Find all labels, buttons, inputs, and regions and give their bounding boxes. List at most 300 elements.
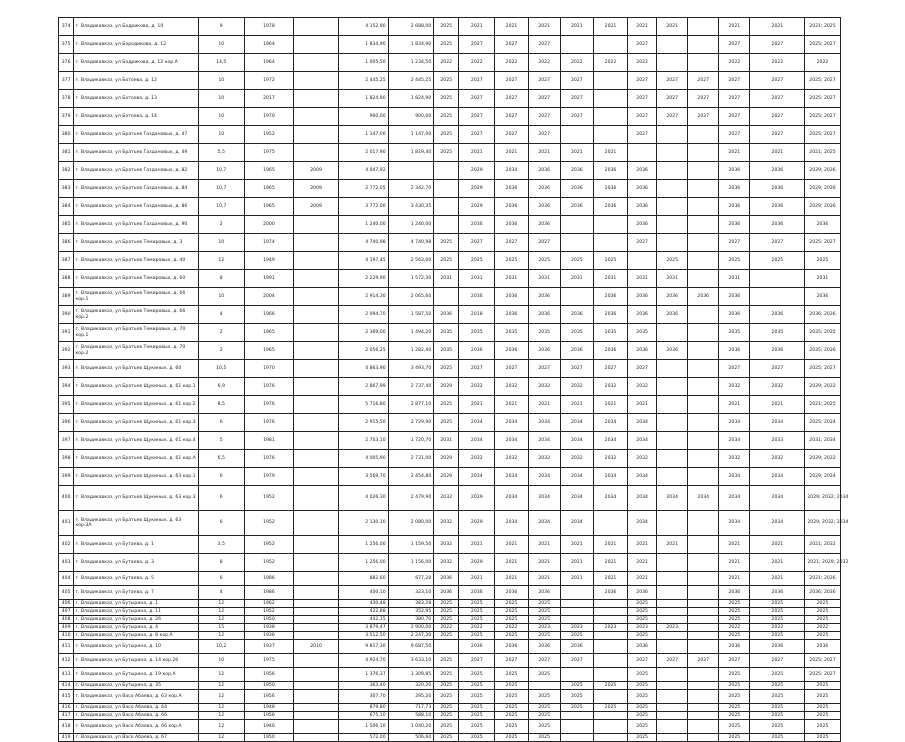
cell-year_recon — [294, 536, 339, 554]
cell-year_built: 1950 — [244, 616, 294, 624]
cell-address: г. Владикавказ, ул Братьев Газдановых, д. 86 — [73, 198, 198, 216]
cell-y5: 2027 — [560, 72, 593, 90]
cell-y11: 2033 — [750, 432, 805, 450]
cell-y10: 2021 — [719, 396, 750, 414]
cell-y3: 2032 — [495, 450, 528, 468]
cell-area_total: 3 879,47 — [338, 624, 388, 632]
cell-y1: 2025 — [434, 616, 459, 624]
cell-year_recon — [294, 342, 339, 360]
cell-no: 400 — [59, 486, 74, 511]
cell-area_living: 1 282,40 — [388, 342, 434, 360]
cell-area_total: 882,60 — [338, 572, 388, 586]
table-row — [59, 704, 876, 712]
cell-y3: 2034 — [495, 414, 528, 432]
cell-year_built: 1986 — [244, 586, 294, 600]
cell-y5: 2021 — [560, 18, 593, 36]
cell-y1: 2036 — [434, 572, 459, 586]
table-row — [59, 586, 876, 600]
cell-y8 — [657, 720, 688, 734]
cell-year_recon: 2009 — [294, 162, 339, 180]
cell-year_built: 1952 — [244, 126, 294, 144]
table-row — [59, 36, 876, 54]
cell-area_total: 1 824,90 — [338, 90, 388, 108]
cell-y8 — [657, 734, 688, 742]
cell-y2: 2036 — [459, 216, 495, 234]
cell-area_living: 1 494,20 — [388, 324, 434, 342]
cell-address: г. Владикавказ, ул Братьев Щукиных, д. 60 — [73, 360, 198, 378]
cell-y11: 2027 — [750, 360, 805, 378]
cell-y10: 2032 — [719, 378, 750, 396]
cell-area_living — [388, 162, 434, 180]
cell-y9 — [688, 468, 719, 486]
table-row — [59, 414, 876, 432]
cell-y4: 2036 — [528, 180, 560, 198]
cell-y9 — [688, 162, 719, 180]
cell-y11: 2025 — [750, 616, 805, 624]
cell-y2: 2025 — [459, 712, 495, 720]
cell-year_built: 1965 — [244, 180, 294, 198]
cell-no: 377 — [59, 72, 74, 90]
cell-year_built: 1981 — [244, 432, 294, 450]
cell-no: 418 — [59, 720, 74, 734]
cell-year_built: 1975 — [244, 654, 294, 668]
cell-y6: 2036 — [593, 162, 627, 180]
cell-year_recon: 2009 — [294, 180, 339, 198]
cell-address: г. Владикавказ, ул Братьев Газдановых, д. 49 — [73, 144, 198, 162]
cell-y8: 2027 — [657, 654, 688, 668]
cell-y11: 2021 — [750, 554, 805, 572]
cell-y9 — [688, 36, 719, 54]
cell-y8: 2021 — [657, 536, 688, 554]
cell-y2: 2025 — [459, 690, 495, 704]
cell-y7: 2034 — [628, 432, 657, 450]
cell-y12: 2025 — [805, 704, 840, 712]
table-row — [59, 600, 876, 608]
cell-y9: 2027 — [688, 108, 719, 126]
cell-y11: 2036 — [750, 216, 805, 234]
table-row — [59, 198, 876, 216]
cell-y10: 2036 — [719, 216, 750, 234]
cell-area_total: 4 740,98 — [338, 234, 388, 252]
cell-y4: 2036 — [528, 640, 560, 654]
cell-y5 — [560, 216, 593, 234]
cell-y12: 2035; 2036 — [805, 342, 840, 360]
cell-y9 — [688, 54, 719, 72]
cell-y7: 2021 — [628, 572, 657, 586]
cell-area_living: 2 688,00 — [388, 18, 434, 36]
table-row — [59, 342, 876, 360]
cell-area_living: 4 740,98 — [388, 234, 434, 252]
cell-y7: 2034 — [628, 414, 657, 432]
cell-area_total: 2 772,05 — [338, 180, 388, 198]
cell-y1: 2025 — [434, 252, 459, 270]
cell-y10: 2021 — [719, 18, 750, 36]
cell-no: 387 — [59, 252, 74, 270]
cell-no: 394 — [59, 378, 74, 396]
cell-year_recon — [294, 126, 339, 144]
cell-y4: 2036 — [528, 586, 560, 600]
cell-y5: 2032 — [560, 450, 593, 468]
cell-area_total: 430,48 — [338, 600, 388, 608]
cell-y9 — [688, 632, 719, 640]
cell-y4: 2025 — [528, 704, 560, 712]
cell-y6: 2034 — [593, 468, 627, 486]
cell-y3: 2036 — [495, 198, 528, 216]
table-row — [59, 632, 876, 640]
table-row — [59, 216, 876, 234]
cell-area_living: 1 819,40 — [388, 144, 434, 162]
cell-y1: 2025 — [434, 144, 459, 162]
cell-address: г. Владикавказ, ул Бутырина, д. 14 кор.2б — [73, 654, 198, 668]
cell-year_recon — [294, 600, 339, 608]
table-row — [59, 18, 876, 36]
cell-y11: 2036 — [750, 586, 805, 600]
cell-y7: 2021 — [628, 554, 657, 572]
cell-y8: 2034 — [657, 486, 688, 511]
cell-y5 — [560, 616, 593, 624]
cell-y8 — [657, 396, 688, 414]
cell-floors: 14,5 — [198, 54, 244, 72]
cell-year_recon — [294, 378, 339, 396]
cell-y3: 2025 — [495, 668, 528, 682]
cell-y9 — [688, 252, 719, 270]
cell-y1: 2025 — [434, 36, 459, 54]
cell-y3: 2025 — [495, 616, 528, 624]
cell-y10: 2027 — [719, 654, 750, 668]
cell-y11: 2025 — [750, 704, 805, 712]
cell-year_recon — [294, 720, 339, 734]
cell-no: 401 — [59, 511, 74, 536]
cell-y7: 2036 — [628, 306, 657, 324]
table-row — [59, 624, 876, 632]
cell-y6 — [593, 234, 627, 252]
cell-y8 — [657, 554, 688, 572]
cell-y12: 2025 — [805, 632, 840, 640]
cell-area_total: 4 863,90 — [338, 360, 388, 378]
cell-address: г. Владикавказ, ул Бутырина, д. 4 — [73, 624, 198, 632]
cell-y10: 2036 — [719, 198, 750, 216]
cell-floors: 12 — [198, 632, 244, 640]
cell-y1: 2029 — [434, 450, 459, 468]
cell-y4: 2034 — [528, 486, 560, 511]
cell-area_living: 1 720,70 — [388, 432, 434, 450]
cell-y7: 2032 — [628, 378, 657, 396]
cell-year_recon — [294, 90, 339, 108]
cell-floors: 12 — [198, 704, 244, 712]
table-row — [59, 432, 876, 450]
cell-y10: 2036 — [719, 640, 750, 654]
cell-y7: 2027 — [628, 654, 657, 668]
cell-year_built: 1948 — [244, 704, 294, 712]
cell-y11: 2025 — [750, 632, 805, 640]
cell-no: 376 — [59, 54, 74, 72]
cell-year_built: 1952 — [244, 511, 294, 536]
cell-y3: 2036 — [495, 216, 528, 234]
cell-y1: 2025 — [434, 654, 459, 668]
cell-y2: 2021 — [459, 18, 495, 36]
cell-address: г. Владикавказ, ул Бутаева, д. 5 — [73, 572, 198, 586]
cell-y10: 2022 — [719, 54, 750, 72]
cell-year_built: 1962 — [244, 600, 294, 608]
cell-y9 — [688, 608, 719, 616]
cell-y3: 2036 — [495, 640, 528, 654]
cell-no: 395 — [59, 396, 74, 414]
cell-y4: 2025 — [528, 712, 560, 720]
cell-y9 — [688, 640, 719, 654]
cell-y8 — [657, 234, 688, 252]
cell-area_living: 1 587,50 — [388, 306, 434, 324]
cell-y7: 2025 — [628, 712, 657, 720]
cell-address: г. Владикавказ, ул Бутырина, д. 19 кор.А — [73, 668, 198, 682]
cell-y6: 2036 — [593, 180, 627, 198]
table-row — [59, 536, 876, 554]
cell-year_built: 1940 — [244, 720, 294, 734]
cell-y6 — [593, 712, 627, 720]
cell-area_total: 2 703,10 — [338, 432, 388, 450]
cell-year_recon — [294, 72, 339, 90]
cell-y4: 2021 — [528, 572, 560, 586]
table-row — [59, 378, 876, 396]
cell-y4: 2021 — [528, 144, 560, 162]
cell-year_recon — [294, 108, 339, 126]
cell-area_living: 2 247,30 — [388, 632, 434, 640]
cell-year_built: 1965 — [244, 162, 294, 180]
cell-y11: 2025 — [750, 668, 805, 682]
cell-y7: 2021 — [628, 536, 657, 554]
cell-y2: 2029 — [459, 180, 495, 198]
cell-y6: 2025 — [593, 704, 627, 712]
cell-no: 410 — [59, 632, 74, 640]
cell-area_living: 717,73 — [388, 704, 434, 712]
cell-no: 398 — [59, 450, 74, 468]
cell-y8 — [657, 450, 688, 468]
cell-y9 — [688, 682, 719, 690]
cell-y11: 2027 — [750, 36, 805, 54]
table-row — [59, 616, 876, 624]
cell-y4: 2036 — [528, 198, 560, 216]
cell-year_built: 1976 — [244, 414, 294, 432]
cell-y1: 2036 — [434, 306, 459, 324]
cell-y8 — [657, 600, 688, 608]
cell-y7: 2021 — [628, 18, 657, 36]
spreadsheet-page — [58, 17, 876, 742]
cell-y8 — [657, 511, 688, 536]
cell-y11: 2027 — [750, 234, 805, 252]
cell-y5: 2027 — [560, 360, 593, 378]
cell-y12: 2025 — [805, 720, 840, 734]
cell-y3: 2025 — [495, 704, 528, 712]
cell-y12: 2025; 2027 — [805, 360, 840, 378]
cell-y2: 2034 — [459, 414, 495, 432]
cell-y3: 2036 — [495, 586, 528, 600]
cell-y5: 2034 — [560, 468, 593, 486]
cell-y11: 2027 — [750, 90, 805, 108]
cell-area_living: 320,20 — [388, 682, 434, 690]
cell-y6: 2021 — [593, 144, 627, 162]
cell-area_living: 1 234,50 — [388, 54, 434, 72]
cell-y10: 2034 — [719, 511, 750, 536]
cell-y8 — [657, 54, 688, 72]
cell-y4: 2027 — [528, 234, 560, 252]
cell-y2: 2035 — [459, 324, 495, 342]
cell-area_total: 4 924,70 — [338, 654, 388, 668]
cell-y3: 2025 — [495, 690, 528, 704]
cell-address: г. Владикавказ, ул Васо Абаева, д. 63 кор.А — [73, 690, 198, 704]
cell-y3: 2022 — [495, 624, 528, 632]
cell-y11: 2021 — [750, 396, 805, 414]
cell-area_total: 1 834,90 — [338, 36, 388, 54]
cell-y6 — [593, 216, 627, 234]
cell-y2: 2036 — [459, 342, 495, 360]
cell-y2: 2031 — [459, 270, 495, 288]
cell-y4: 2025 — [528, 690, 560, 704]
cell-y3: 2027 — [495, 126, 528, 144]
cell-y9: 2027 — [688, 72, 719, 90]
cell-y5: 2034 — [560, 414, 593, 432]
cell-floors: 12 — [198, 734, 244, 742]
cell-y3: 2021 — [495, 536, 528, 554]
cell-y2: 2025 — [459, 252, 495, 270]
cell-y1: 2025 — [434, 668, 459, 682]
cell-area_total: 400,10 — [338, 586, 388, 600]
cell-no: 403 — [59, 554, 74, 572]
table-row — [59, 640, 876, 654]
cell-y6: 2034 — [593, 486, 627, 511]
cell-area_total: 2 914,30 — [338, 288, 388, 306]
table-row — [59, 712, 876, 720]
cell-y10: 2025 — [719, 734, 750, 742]
cell-y8 — [657, 712, 688, 720]
cell-area_living: 900,00 — [388, 108, 434, 126]
cell-y1: 2031 — [434, 432, 459, 450]
cell-y4: 2027 — [528, 90, 560, 108]
cell-y1: 2032 — [434, 554, 459, 572]
cell-y12: 2025 — [805, 682, 840, 690]
cell-address: г. Владикавказ, ул Ботоева, д. 12 — [73, 72, 198, 90]
cell-y10: 2036 — [719, 288, 750, 306]
cell-y1: 2025 — [434, 90, 459, 108]
cell-y11: 2034 — [750, 486, 805, 511]
cell-y8 — [657, 36, 688, 54]
cell-year_recon — [294, 144, 339, 162]
cell-y7: 2034 — [628, 486, 657, 511]
cell-year_built: 1970 — [244, 360, 294, 378]
cell-y6: 2036 — [593, 586, 627, 600]
cell-y8: 2031 — [657, 270, 688, 288]
cell-y5: 2036 — [560, 342, 593, 360]
cell-y6 — [593, 690, 627, 704]
cell-y2: 2029 — [459, 198, 495, 216]
cell-y9 — [688, 668, 719, 682]
cell-address: г. Владикавказ, ул Братьев Щукиных, д. 61 кор.А — [73, 450, 198, 468]
cell-y12: 2025 — [805, 608, 840, 616]
cell-y3: 2036 — [495, 288, 528, 306]
cell-area_total: 4 005,90 — [338, 450, 388, 468]
cell-year_recon — [294, 624, 339, 632]
cell-area_living: 2 342,70 — [388, 180, 434, 198]
cell-area_living: 1 156,00 — [388, 554, 434, 572]
cell-y10: 2025 — [719, 600, 750, 608]
cell-year_built: 1970 — [244, 108, 294, 126]
cell-area_living: 1 309,85 — [388, 668, 434, 682]
cell-y6: 2032 — [593, 378, 627, 396]
table-row — [59, 468, 876, 486]
cell-area_living: 1 240,00 — [388, 216, 434, 234]
cell-area_total: 3 512,50 — [338, 632, 388, 640]
cell-y11: 2025 — [750, 720, 805, 734]
cell-y5 — [560, 234, 593, 252]
cell-y1 — [434, 288, 459, 306]
cell-y12: 2021; 2032 — [805, 536, 840, 554]
table-row — [59, 288, 876, 306]
cell-y4: 2027 — [528, 126, 560, 144]
table-row — [59, 511, 876, 536]
cell-year_built: 1950 — [244, 682, 294, 690]
cell-y6 — [593, 720, 627, 734]
cell-floors: 4 — [198, 306, 244, 324]
cell-no: 415 — [59, 690, 74, 704]
cell-floors: 12 — [198, 608, 244, 616]
cell-y7: 2027 — [628, 234, 657, 252]
cell-address: г. Владикавказ, ул Бутырина, д. 8 кор.А — [73, 632, 198, 640]
cell-year_built: 1938 — [244, 624, 294, 632]
cell-y8 — [657, 640, 688, 654]
cell-y2: 2027 — [459, 654, 495, 668]
cell-y1: 2035 — [434, 324, 459, 342]
cell-y4: 2025 — [528, 734, 560, 742]
cell-y1: 2025 — [434, 396, 459, 414]
cell-y9 — [688, 572, 719, 586]
cell-y4: 2035 — [528, 324, 560, 342]
cell-floors: 10 — [198, 288, 244, 306]
cell-address: г. Владикавказ, ул Братьев Газдановых, д. 47 — [73, 126, 198, 144]
table-row — [59, 486, 876, 511]
cell-floors: 6 — [198, 511, 244, 536]
cell-y10: 2027 — [719, 36, 750, 54]
cell-y6: 2025 — [593, 682, 627, 690]
cell-y12: 2036; 2036 — [805, 306, 840, 324]
table-row — [59, 554, 876, 572]
cell-y12: 2036 — [805, 640, 840, 654]
cell-y12: 2025 — [805, 690, 840, 704]
cell-y7: 2025 — [628, 600, 657, 608]
cell-area_living: 506,60 — [388, 734, 434, 742]
cell-floors: 10 — [198, 72, 244, 90]
cell-y6 — [593, 108, 627, 126]
table-row — [59, 270, 876, 288]
table-row — [59, 180, 876, 198]
cell-floors: 6 — [198, 572, 244, 586]
cell-y11: 2021 — [750, 144, 805, 162]
cell-y5: 2036 — [560, 640, 593, 654]
cell-y2: 2029 — [459, 511, 495, 536]
cell-y2: 2025 — [459, 668, 495, 682]
cell-year_recon — [294, 432, 339, 450]
cell-y10: 2021 — [719, 144, 750, 162]
cell-area_living: 9 687,50 — [388, 640, 434, 654]
cell-y6 — [593, 734, 627, 742]
cell-y1: 2032 — [434, 536, 459, 554]
cell-y2: 2032 — [459, 450, 495, 468]
cell-year_built: 1972 — [244, 72, 294, 90]
cell-area_living: 2 737,40 — [388, 378, 434, 396]
cell-y11: 2027 — [750, 654, 805, 668]
cell-y5: 2032 — [560, 378, 593, 396]
cell-y7: 2025 — [628, 668, 657, 682]
cell-y7: 2025 — [628, 682, 657, 690]
cell-y3: 2034 — [495, 468, 528, 486]
cell-area_total: 2 056,25 — [338, 342, 388, 360]
